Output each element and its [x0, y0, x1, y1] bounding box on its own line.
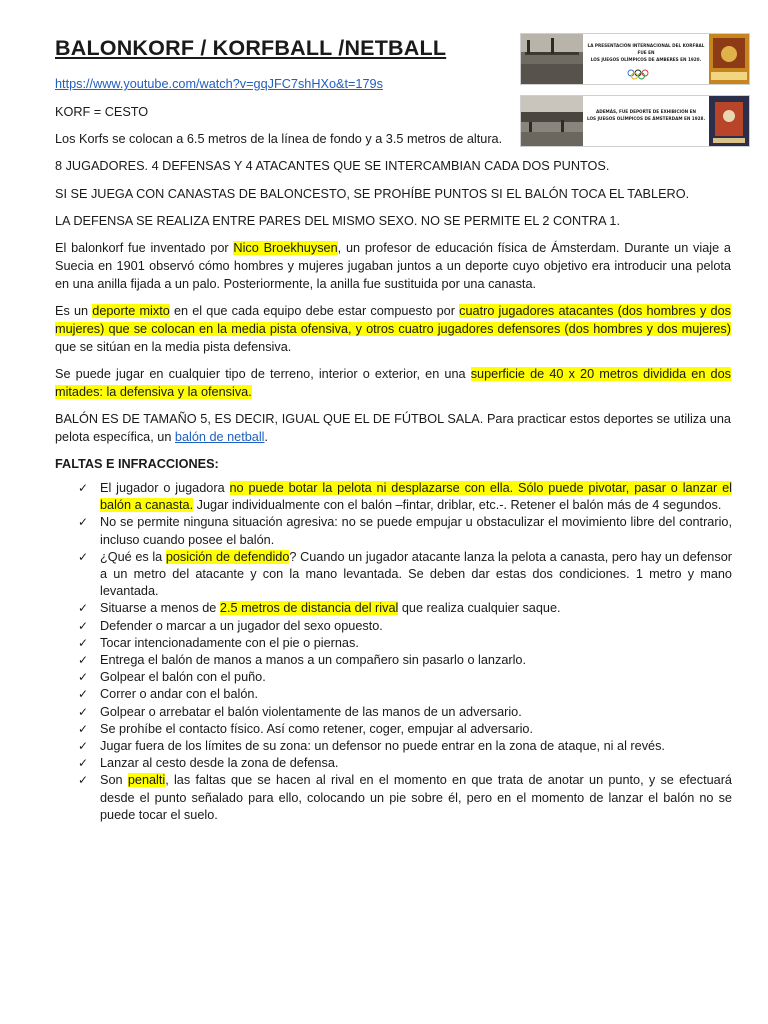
foul-text: Jugar fuera de los límites de su zona: un defensor no puede entrar en la zona de ataque, ni al revés. [100, 739, 665, 754]
foul-item [78, 652, 732, 669]
foul-item [78, 635, 732, 652]
korfs-position-text: Los Korfs se colocan a 6.5 metros de la línea de fondo y a 3.5 metros de altura. [55, 132, 503, 146]
checkmark-icon: ✓ [78, 515, 89, 530]
mixed-text-b: en el que cada equipo debe estar compuesto por [169, 304, 460, 318]
foul-text: No se permite ninguna situación agresiva: no se puede empujar u obstaculizar el movimiento libre del contrario, incluso cuando posee el balón. [100, 515, 732, 547]
foul-text: Situarse a menos de [100, 601, 220, 616]
court-size-highlight: superficie de 40 x 20 metros dividida en dos mitades: la defensiva y la ofensiva. [55, 367, 731, 399]
foul-text: ¿Qué es la [100, 549, 166, 564]
players-count-text: 8 JUGADORES. 4 DEFENSAS Y 4 ATACANTES QUE SE INTERCAMBIAN CADA DOS PUNTOS. [55, 159, 610, 173]
foul-text: Defender o marcar a un jugador del sexo opuesto. [100, 618, 383, 633]
ball-text-b: . [264, 430, 269, 444]
foul-highlight: 2.5 metros de distancia del rival [219, 601, 399, 616]
checkmark-icon: ✓ [78, 601, 89, 616]
ball-text-a: BALÓN ES DE TAMAÑO 5, ES DECIR, IGUAL QUE EL DE FÚTBOL SALA. Para practicar estos deportes se utiliza una pelota específica, un [55, 412, 731, 444]
foul-text: Se prohíbe el contacto físico. Así como retener, coger, empujar al adversario. [100, 721, 534, 736]
checkmark-icon: ✓ [78, 704, 89, 719]
inventor-text-b: , un profesor de educación física de Ámsterdam. Durante un viaje a Suecia en 1901 observó cómo hombres y mujeres jugaban juntos a un deporte cuyo objetivo era introducir una pelota en una anilla fijada a un palo. Posteriormente, la anilla fue sustituida por una canasta. [55, 241, 731, 291]
mixed-text-c: que se sitúan en la media pista defensiva. [55, 340, 292, 354]
inventor-name-highlight: Nico Broekhuysen [233, 241, 338, 255]
foul-item [78, 686, 732, 703]
foul-text: Golpear o arrebatar el balón violentamente de las manos de un adversario. [100, 704, 522, 719]
foul-text: Entrega el balón de manos a manos a un compañero sin pasarlo o lanzarlo. [100, 653, 526, 668]
foul-item [78, 669, 732, 686]
foul-item [78, 514, 732, 548]
foul-highlight: penalti [127, 773, 166, 788]
checkmark-icon: ✓ [78, 481, 89, 495]
fouls-heading: FALTAS E INFRACCIONES: [55, 457, 219, 471]
team-composition-highlight: cuatro jugadores atacantes (dos hombres y dos mujeres) que se colocan en la media pista ofensiva, y otros cuatro jugadores defensores (dos hombres y dos mujeres) [55, 304, 731, 336]
foul-text: ? Cuando un jugador atacante lanza la pelota a canasta, pero hay un defensor a un metro del atacante y con la mano levantada. Se deben dar estas dos condiciones. 1 metro y mano levantada. [100, 549, 732, 599]
foul-text: Correr o andar con el balón. [100, 687, 258, 702]
checkmark-icon: ✓ [78, 773, 89, 788]
court-paragraph [55, 365, 731, 401]
mixed-sport-highlight: deporte mixto [92, 304, 170, 318]
checkmark-icon: ✓ [78, 618, 89, 633]
checkmark-icon: ✓ [78, 721, 89, 736]
inventor-text-a: El balonkorf fue inventado por [55, 241, 234, 255]
foul-text: Son [100, 773, 128, 788]
foul-item [78, 772, 732, 824]
mixed-text-a: Es un [55, 304, 93, 318]
foul-text: Tocar intencionadamente con el pie o piernas. [100, 635, 359, 650]
checkmark-icon: ✓ [78, 687, 89, 702]
foul-item [78, 600, 732, 617]
foul-text: , las faltas que se hacen al rival en el momento en que trata de anotar un punto, y se efectuará desde el punto señalado para ello, colocando un pie sobre él, pero en el momento de lanzar el balón no se puede tocar el suelo. [100, 773, 732, 822]
fouls-list [78, 480, 732, 824]
foul-text: que realiza cualquier saque. [398, 601, 561, 616]
foul-item [78, 755, 732, 772]
checkmark-icon: ✓ [78, 549, 89, 564]
foul-text: Golpear el balón con el puño. [100, 670, 266, 685]
image2-caption-line1: ADEMÁS, FUE DEPORTE DE EXHIBICIÓN EN [595, 109, 697, 114]
foul-highlight: posición de defendido [165, 549, 290, 564]
foul-text: El jugador o jugadora [100, 481, 230, 495]
foul-item [78, 704, 732, 721]
foul-item [78, 721, 732, 738]
mixed-sport-paragraph [55, 302, 731, 356]
image1-caption-line3: LOS JUEGOS OLÍMPICOS DE AMBERES EN 1920. [590, 57, 702, 62]
image1-caption-line1: LA PRESENTACIÓN INTERNACIONAL DEL KORFBAL [587, 43, 705, 48]
page-title: BALONKORF / KORFBALL /NETBALL [55, 36, 447, 60]
inventor-paragraph [55, 239, 731, 293]
ball-paragraph [55, 410, 731, 446]
basket-rule-text: SI SE JUEGA CON CANASTAS DE BALONCESTO, SE PROHÍBE PUNTOS SI EL BALÓN TOCA EL TABLERO. [55, 187, 690, 201]
foul-item [78, 480, 732, 514]
foul-item [78, 738, 732, 755]
checkmark-icon: ✓ [78, 739, 89, 754]
checkmark-icon: ✓ [78, 670, 89, 685]
court-text-a: Se puede jugar en cualquier tipo de terreno, interior o exterior, en una [55, 367, 471, 381]
foul-highlight: no puede botar la pelota ni desplazarse con ella. Sólo puede pivotar, pasar o lanzar el balón a canasta. [100, 481, 732, 513]
defense-rule-text: LA DEFENSA SE REALIZA ENTRE PARES DEL MISMO SEXO. NO SE PERMITE EL 2 CONTRA 1. [55, 214, 620, 228]
foul-item [78, 549, 732, 601]
korf-definition: KORF = CESTO [55, 105, 149, 119]
image1-caption-line2: FUE EN [637, 50, 655, 55]
foul-text: Lanzar al cesto desde la zona de defensa. [100, 756, 339, 771]
netball-ball-link[interactable]: balón de netball [174, 430, 265, 444]
checkmark-icon: ✓ [78, 635, 89, 650]
foul-text: Jugar individualmente con el balón –fintar, driblar, etc.-. Retener el balón más de 4 segundos. [193, 498, 722, 513]
checkmark-icon: ✓ [78, 756, 89, 771]
image2-caption-line2: LOS JUEGOS OLÍMPICOS DE ÁMSTERDAM EN 1928. [586, 116, 706, 121]
foul-item [78, 618, 732, 635]
youtube-video-link[interactable]: https://www.youtube.com/watch?v=gqJFC7shHXo&t=179s [55, 77, 383, 91]
checkmark-icon: ✓ [78, 653, 89, 668]
